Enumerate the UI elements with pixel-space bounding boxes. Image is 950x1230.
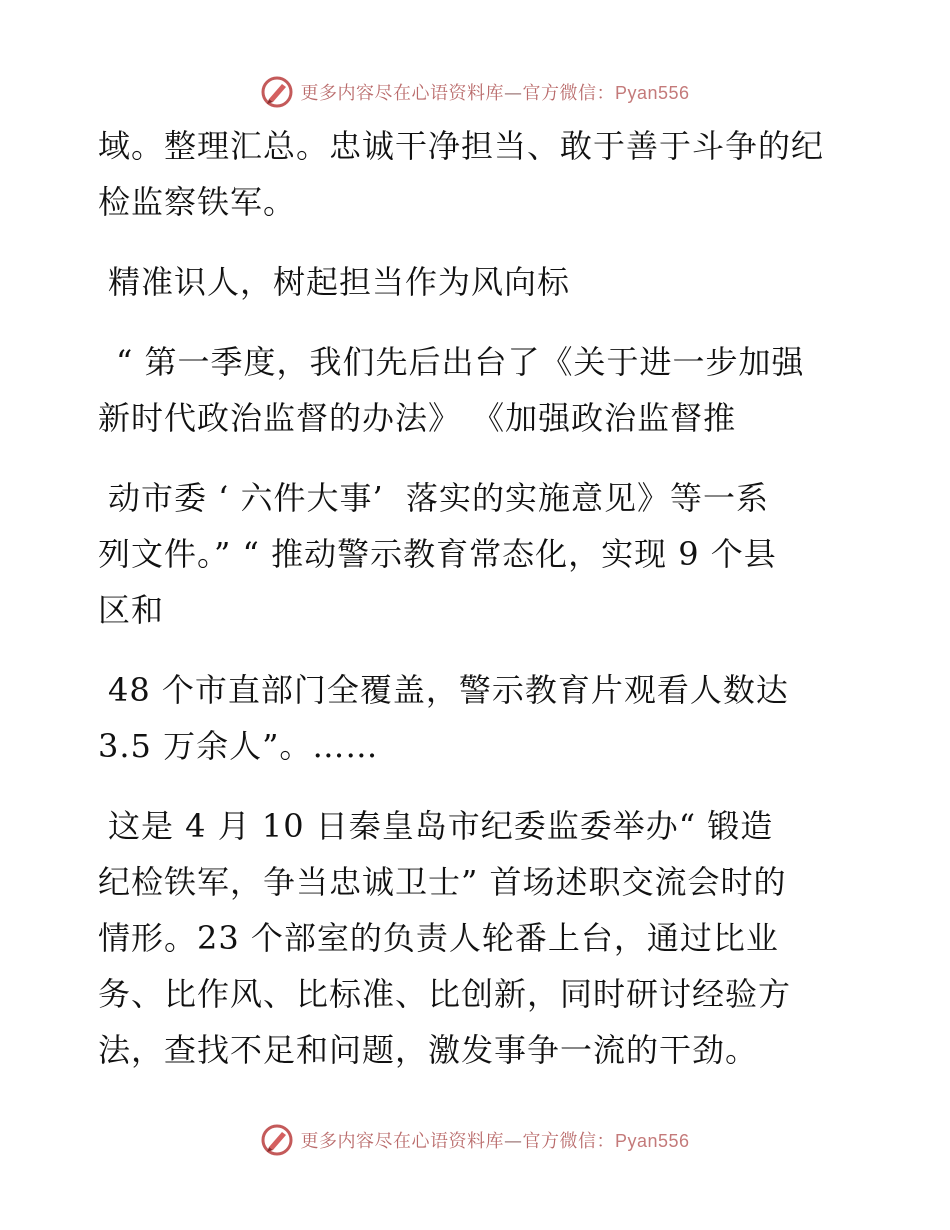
- watermark-site-text: 更多内容尽在心语资料库: [300, 1131, 504, 1152]
- text-line: 情形。23 个部室的负责人轮番上台，通过比业: [98, 919, 779, 957]
- document-body: [98, 118, 858, 1078]
- text-line: 检监察铁军。: [98, 183, 297, 221]
- text-line: 纪检铁军，争当忠诚卫士” 首场述职交流会时的: [98, 863, 787, 901]
- text-line: “ 第一季度，我们先后出台了《关于进一步加强: [116, 343, 805, 381]
- text-line: 48 个市直部门全覆盖，警示教育片观看人数达: [108, 671, 789, 709]
- pen-logo-icon: [260, 75, 294, 109]
- text-line: 动市委 ‘ 六件大事’ 落实的实施意见》等一系: [108, 479, 770, 517]
- watermark-site-text: 更多内容尽在心语资料库: [300, 83, 504, 104]
- paragraph-3: [98, 334, 858, 446]
- watermark-wechat-id: Pyan556: [614, 1131, 690, 1151]
- footer-watermark: [0, 1120, 950, 1160]
- header-watermark: [0, 72, 950, 112]
- paragraph-4: [98, 470, 858, 638]
- paragraph-6: [98, 798, 858, 1078]
- watermark-text: [300, 79, 689, 105]
- text-line: 域。整理汇总。忠诚干净担当、敢于善于斗争的纪: [98, 127, 825, 165]
- watermark-wechat-label: 官方微信：: [522, 1131, 615, 1152]
- watermark-wechat-label: 官方微信：: [522, 83, 615, 104]
- paragraph-1: [98, 118, 858, 230]
- text-line: 新时代政治监督的办法》 《加强政治监督推: [98, 399, 737, 437]
- text-line: 务、比作风、比标准、比创新，同时研讨经验方: [98, 975, 792, 1013]
- text-line: 3.5 万余人”。……: [98, 727, 379, 765]
- text-line: 法，查找不足和问题，激发事争一流的干劲。: [98, 1031, 759, 1069]
- watermark-wechat-id: Pyan556: [614, 83, 690, 103]
- text-line: 区和: [98, 591, 165, 629]
- text-line: 这是 4 月 10 日秦皇岛市纪委监委举办“ 锻造: [108, 807, 774, 845]
- pen-logo-icon: [260, 1123, 294, 1157]
- text-line: 列文件。” “ 推动警示教育常态化，实现 9 个县: [98, 535, 777, 573]
- watermark-separator: —: [503, 83, 523, 104]
- watermark-separator: —: [503, 1131, 523, 1152]
- paragraph-2-heading: [98, 254, 858, 310]
- watermark-text: [300, 1127, 689, 1153]
- paragraph-5: [98, 662, 858, 774]
- section-heading: 精准识人，树起担当作为风向标: [108, 263, 571, 301]
